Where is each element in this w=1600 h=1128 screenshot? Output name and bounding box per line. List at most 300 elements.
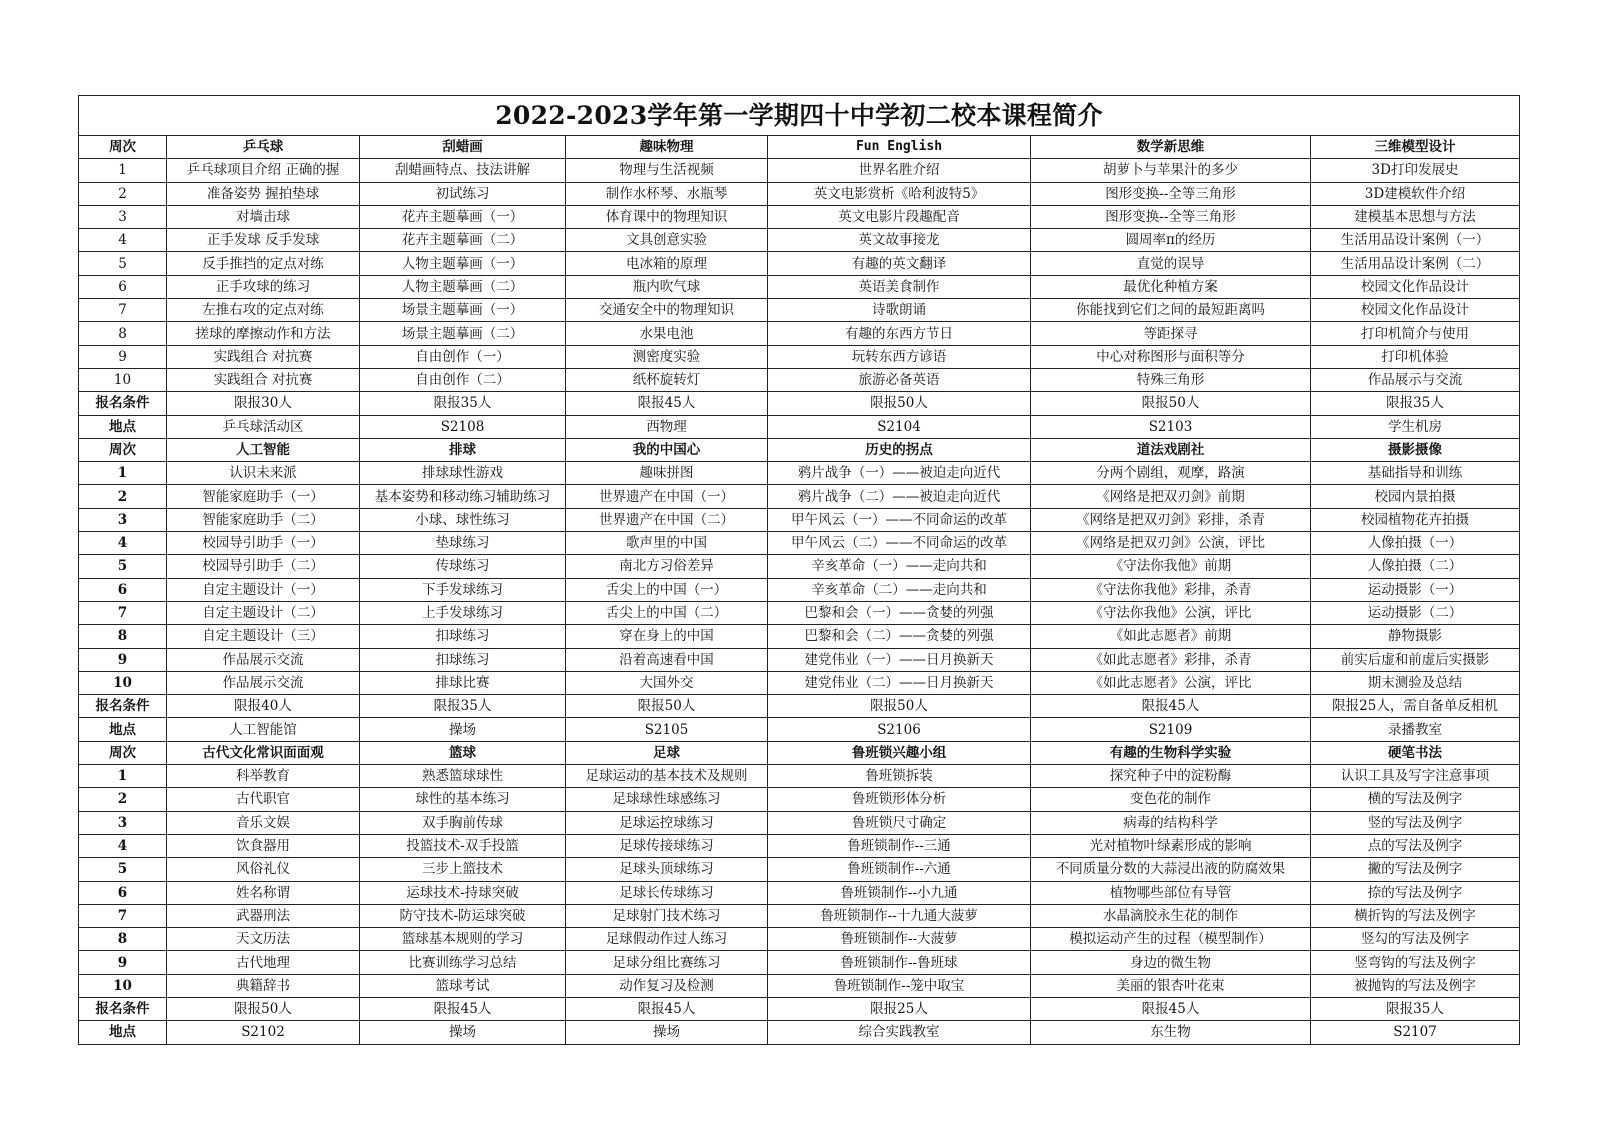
table-row bbox=[79, 368, 1520, 391]
week-number: 3 bbox=[79, 811, 167, 834]
lesson-topic-cell: 足球假动作过人练习 bbox=[566, 928, 768, 951]
course-name-header: 篮球 bbox=[360, 741, 566, 764]
lesson-topic-cell: 旅游必备英语 bbox=[768, 368, 1031, 391]
table-row bbox=[79, 252, 1520, 275]
lesson-topic-cell: 鲁班锁尺寸确定 bbox=[768, 811, 1031, 834]
lesson-topic-cell: 身边的微生物 bbox=[1031, 951, 1311, 974]
course-name-header: 足球 bbox=[566, 741, 768, 764]
lesson-topic-cell: 正手攻球的练习 bbox=[167, 275, 360, 298]
lesson-topic-cell: 《网络是把双刃剑》前期 bbox=[1031, 485, 1311, 508]
lesson-topic-cell: 分两个剧组，观摩，路演 bbox=[1031, 462, 1311, 485]
signup-row bbox=[79, 392, 1520, 415]
lesson-topic-cell: 探究种子中的淀粉酶 bbox=[1031, 765, 1311, 788]
lesson-topic-cell: 校园植物花卉拍摄 bbox=[1311, 508, 1520, 531]
course-name-header: 人工智能 bbox=[167, 438, 360, 461]
lesson-topic-cell: 静物摄影 bbox=[1311, 625, 1520, 648]
signup-limit-cell: 限报45人 bbox=[566, 997, 768, 1020]
location-cell: 操场 bbox=[566, 1021, 768, 1044]
signup-limit-cell: 限报50人 bbox=[566, 695, 768, 718]
course-name-header: 有趣的生物科学实验 bbox=[1031, 741, 1311, 764]
course-name-header: 硬笔书法 bbox=[1311, 741, 1520, 764]
lesson-topic-cell: 有趣的英文翻译 bbox=[768, 252, 1031, 275]
lesson-topic-cell: 交通安全中的物理知识 bbox=[566, 299, 768, 322]
lesson-topic-cell: 天文历法 bbox=[167, 928, 360, 951]
lesson-topic-cell: 熟悉篮球球性 bbox=[360, 765, 566, 788]
lesson-topic-cell: 南北方习俗差异 bbox=[566, 555, 768, 578]
location-cell: 人工智能馆 bbox=[167, 718, 360, 741]
lesson-topic-cell: 三步上篮技术 bbox=[360, 858, 566, 881]
week-number: 7 bbox=[79, 601, 167, 624]
lesson-topic-cell: 典籍辞书 bbox=[167, 974, 360, 997]
lesson-topic-cell: 智能家庭助手（一） bbox=[167, 485, 360, 508]
week-number: 4 bbox=[79, 229, 167, 252]
lesson-topic-cell: 水晶滴胶永生花的制作 bbox=[1031, 904, 1311, 927]
location-label: 地点 bbox=[79, 415, 167, 438]
lesson-topic-cell: 《守法你我他》彩排，杀青 bbox=[1031, 578, 1311, 601]
lesson-topic-cell: 世界遗产在中国（二） bbox=[566, 508, 768, 531]
lesson-topic-cell: 穿在身上的中国 bbox=[566, 625, 768, 648]
lesson-topic-cell: 《如此志愿者》彩排，杀青 bbox=[1031, 648, 1311, 671]
location-cell: S2106 bbox=[768, 718, 1031, 741]
lesson-topic-cell: 自定主题设计（三） bbox=[167, 625, 360, 648]
table-row bbox=[79, 974, 1520, 997]
lesson-topic-cell: 《网络是把双刃剑》公演，评比 bbox=[1031, 532, 1311, 555]
table-row bbox=[79, 928, 1520, 951]
lesson-topic-cell: 甲午风云（一）——不同命运的改革 bbox=[768, 508, 1031, 531]
lesson-topic-cell: 不同质量分数的大蒜浸出液的防腐效果 bbox=[1031, 858, 1311, 881]
lesson-topic-cell: 鲁班锁拆装 bbox=[768, 765, 1031, 788]
lesson-topic-cell: 撇的写法及例字 bbox=[1311, 858, 1520, 881]
lesson-topic-cell: 英文故事接龙 bbox=[768, 229, 1031, 252]
lesson-topic-cell: 变色花的制作 bbox=[1031, 788, 1311, 811]
section-header-row bbox=[79, 741, 1520, 764]
table-row bbox=[79, 462, 1520, 485]
lesson-topic-cell: 饮食器用 bbox=[167, 834, 360, 857]
location-row bbox=[79, 415, 1520, 438]
week-number: 2 bbox=[79, 182, 167, 205]
lesson-topic-cell: 自由创作（二） bbox=[360, 368, 566, 391]
location-cell: S2108 bbox=[360, 415, 566, 438]
lesson-topic-cell: 世界名胜介绍 bbox=[768, 159, 1031, 182]
location-cell: 操场 bbox=[360, 1021, 566, 1044]
signup-limit-cell: 限报35人 bbox=[1311, 392, 1520, 415]
lesson-topic-cell: 认识工具及写字注意事项 bbox=[1311, 765, 1520, 788]
table-row bbox=[79, 765, 1520, 788]
week-number: 1 bbox=[79, 765, 167, 788]
lesson-topic-cell: 趣味拼图 bbox=[566, 462, 768, 485]
location-row bbox=[79, 1021, 1520, 1044]
lesson-topic-cell: 基础指导和训练 bbox=[1311, 462, 1520, 485]
week-number: 1 bbox=[79, 462, 167, 485]
signup-limit-cell: 限报30人 bbox=[167, 392, 360, 415]
lesson-topic-cell: 校园文化作品设计 bbox=[1311, 299, 1520, 322]
signup-label: 报名条件 bbox=[79, 392, 167, 415]
lesson-topic-cell: 足球球性球感练习 bbox=[566, 788, 768, 811]
lesson-topic-cell: 横的写法及例字 bbox=[1311, 788, 1520, 811]
lesson-topic-cell: 人物主题摹画（二） bbox=[360, 275, 566, 298]
lesson-topic-cell: 竖的写法及例字 bbox=[1311, 811, 1520, 834]
table-row bbox=[79, 578, 1520, 601]
location-cell: S2107 bbox=[1311, 1021, 1520, 1044]
lesson-topic-cell: 世界遗产在中国（一） bbox=[566, 485, 768, 508]
lesson-topic-cell: 实践组合 对抗赛 bbox=[167, 345, 360, 368]
table-row bbox=[79, 485, 1520, 508]
week-column-header: 周次 bbox=[79, 438, 167, 461]
lesson-topic-cell: 篮球考试 bbox=[360, 974, 566, 997]
lesson-topic-cell: 鲁班锁制作--六通 bbox=[768, 858, 1031, 881]
lesson-topic-cell: 等距探寻 bbox=[1031, 322, 1311, 345]
lesson-topic-cell: 生活用品设计案例（二） bbox=[1311, 252, 1520, 275]
lesson-topic-cell: 巴黎和会（一）——贪婪的列强 bbox=[768, 601, 1031, 624]
lesson-topic-cell: 足球头顶球练习 bbox=[566, 858, 768, 881]
week-number: 2 bbox=[79, 788, 167, 811]
table-row bbox=[79, 205, 1520, 228]
lesson-topic-cell: 刮蜡画特点、技法讲解 bbox=[360, 159, 566, 182]
table-row bbox=[79, 182, 1520, 205]
lesson-topic-cell: 作品展示与交流 bbox=[1311, 368, 1520, 391]
lesson-topic-cell: 《守法你我他》前期 bbox=[1031, 555, 1311, 578]
lesson-topic-cell: 舌尖上的中国（二） bbox=[566, 601, 768, 624]
lesson-topic-cell: 《网络是把双刃剑》彩排，杀青 bbox=[1031, 508, 1311, 531]
course-name-header: 数学新思维 bbox=[1031, 136, 1311, 159]
signup-limit-cell: 限报45人 bbox=[1031, 695, 1311, 718]
lesson-topic-cell: 甲午风云（二）——不同命运的改革 bbox=[768, 532, 1031, 555]
lesson-topic-cell: 横折钩的写法及例字 bbox=[1311, 904, 1520, 927]
lesson-topic-cell: 3D打印发展史 bbox=[1311, 159, 1520, 182]
lesson-topic-cell: 风俗礼仪 bbox=[167, 858, 360, 881]
table-row bbox=[79, 951, 1520, 974]
lesson-topic-cell: 排球比赛 bbox=[360, 671, 566, 694]
lesson-topic-cell: 场景主题摹画（二） bbox=[360, 322, 566, 345]
lesson-topic-cell: 鲁班锁制作--大菠萝 bbox=[768, 928, 1031, 951]
signup-limit-cell: 限报50人 bbox=[768, 392, 1031, 415]
lesson-topic-cell: 基本姿势和移动练习辅助练习 bbox=[360, 485, 566, 508]
signup-label: 报名条件 bbox=[79, 695, 167, 718]
week-number: 10 bbox=[79, 974, 167, 997]
table-row bbox=[79, 648, 1520, 671]
signup-limit-cell: 限报50人 bbox=[1031, 392, 1311, 415]
lesson-topic-cell: 运球技术-持球突破 bbox=[360, 881, 566, 904]
lesson-topic-cell: 智能家庭助手（二） bbox=[167, 508, 360, 531]
lesson-topic-cell: 防守技术-防运球突破 bbox=[360, 904, 566, 927]
title-row bbox=[79, 96, 1520, 136]
lesson-topic-cell: 期末测验及总结 bbox=[1311, 671, 1520, 694]
lesson-topic-cell: 鲁班锁制作--鲁班球 bbox=[768, 951, 1031, 974]
lesson-topic-cell: 校园导引助手（二） bbox=[167, 555, 360, 578]
lesson-topic-cell: 大国外交 bbox=[566, 671, 768, 694]
lesson-topic-cell: 实践组合 对抗赛 bbox=[167, 368, 360, 391]
table-row bbox=[79, 671, 1520, 694]
lesson-topic-cell: 场景主题摹画（一） bbox=[360, 299, 566, 322]
signup-limit-cell: 限报45人 bbox=[1031, 997, 1311, 1020]
lesson-topic-cell: 体育课中的物理知识 bbox=[566, 205, 768, 228]
location-cell: 综合实践教室 bbox=[768, 1021, 1031, 1044]
lesson-topic-cell: 初试练习 bbox=[360, 182, 566, 205]
lesson-topic-cell: 光对植物叶绿素形成的影响 bbox=[1031, 834, 1311, 857]
lesson-topic-cell: 足球长传球练习 bbox=[566, 881, 768, 904]
signup-row bbox=[79, 997, 1520, 1020]
course-name-header: 三维模型设计 bbox=[1311, 136, 1520, 159]
table-row bbox=[79, 299, 1520, 322]
lesson-topic-cell: 建党伟业（二）——日月换新天 bbox=[768, 671, 1031, 694]
table-row bbox=[79, 345, 1520, 368]
course-name-header: 刮蜡画 bbox=[360, 136, 566, 159]
table-row bbox=[79, 904, 1520, 927]
lesson-topic-cell: 建党伟业（一）——日月换新天 bbox=[768, 648, 1031, 671]
lesson-topic-cell: 足球运动的基本技术及规则 bbox=[566, 765, 768, 788]
week-number: 5 bbox=[79, 252, 167, 275]
signup-limit-cell: 限报50人 bbox=[768, 695, 1031, 718]
lesson-topic-cell: 正手发球 反手发球 bbox=[167, 229, 360, 252]
week-number: 9 bbox=[79, 345, 167, 368]
lesson-topic-cell: 巴黎和会（二）——贪婪的列强 bbox=[768, 625, 1031, 648]
signup-limit-cell: 限报35人 bbox=[1311, 997, 1520, 1020]
lesson-topic-cell: 左推右攻的定点对练 bbox=[167, 299, 360, 322]
lesson-topic-cell: 物理与生活视频 bbox=[566, 159, 768, 182]
lesson-topic-cell: 模拟运动产生的过程（模型制作） bbox=[1031, 928, 1311, 951]
lesson-topic-cell: 垫球练习 bbox=[360, 532, 566, 555]
lesson-topic-cell: 被抛钩的写法及例字 bbox=[1311, 974, 1520, 997]
lesson-topic-cell: 音乐文娱 bbox=[167, 811, 360, 834]
lesson-topic-cell: 有趣的东西方节日 bbox=[768, 322, 1031, 345]
week-number: 1 bbox=[79, 159, 167, 182]
course-name-header: 乒乓球 bbox=[167, 136, 360, 159]
signup-limit-cell: 限报40人 bbox=[167, 695, 360, 718]
lesson-topic-cell: 玩转东西方谚语 bbox=[768, 345, 1031, 368]
signup-limit-cell: 限报35人 bbox=[360, 392, 566, 415]
lesson-topic-cell: 双手胸前传球 bbox=[360, 811, 566, 834]
lesson-topic-cell: 诗歌朗诵 bbox=[768, 299, 1031, 322]
lesson-topic-cell: 足球分组比赛练习 bbox=[566, 951, 768, 974]
week-number: 3 bbox=[79, 205, 167, 228]
lesson-topic-cell: 胡萝卜与苹果汁的多少 bbox=[1031, 159, 1311, 182]
lesson-topic-cell: 自定主题设计（二） bbox=[167, 601, 360, 624]
lesson-topic-cell: 人物主题摹画（一） bbox=[360, 252, 566, 275]
week-number: 6 bbox=[79, 578, 167, 601]
lesson-topic-cell: 直觉的误导 bbox=[1031, 252, 1311, 275]
week-number: 4 bbox=[79, 532, 167, 555]
lesson-topic-cell: 点的写法及例字 bbox=[1311, 834, 1520, 857]
lesson-topic-cell: 鲁班锁形体分析 bbox=[768, 788, 1031, 811]
lesson-topic-cell: 辛亥革命（二）——走向共和 bbox=[768, 578, 1031, 601]
lesson-topic-cell: 古代地理 bbox=[167, 951, 360, 974]
lesson-topic-cell: 鲁班锁制作--小九通 bbox=[768, 881, 1031, 904]
table-row bbox=[79, 275, 1520, 298]
lesson-topic-cell: 花卉主题摹画（二） bbox=[360, 229, 566, 252]
lesson-topic-cell: 古代职官 bbox=[167, 788, 360, 811]
lesson-topic-cell: 运动摄影（一） bbox=[1311, 578, 1520, 601]
lesson-topic-cell: 你能找到它们之间的最短距离吗 bbox=[1031, 299, 1311, 322]
lesson-topic-cell: 英文电影赏析《哈利波特5》 bbox=[768, 182, 1031, 205]
lesson-topic-cell: 沿着高速看中国 bbox=[566, 648, 768, 671]
location-cell: 东生物 bbox=[1031, 1021, 1311, 1044]
course-name-header: 摄影摄像 bbox=[1311, 438, 1520, 461]
location-cell: S2105 bbox=[566, 718, 768, 741]
lesson-topic-cell: 校园内景拍摄 bbox=[1311, 485, 1520, 508]
location-label: 地点 bbox=[79, 1021, 167, 1044]
lesson-topic-cell: 人像拍摄（一） bbox=[1311, 532, 1520, 555]
week-number: 10 bbox=[79, 368, 167, 391]
week-number: 2 bbox=[79, 485, 167, 508]
lesson-topic-cell: 竖弯钩的写法及例字 bbox=[1311, 951, 1520, 974]
lesson-topic-cell: 测密度实验 bbox=[566, 345, 768, 368]
location-cell: 学生机房 bbox=[1311, 415, 1520, 438]
lesson-topic-cell: 扣球练习 bbox=[360, 648, 566, 671]
lesson-topic-cell: 辛亥革命（一）——走向共和 bbox=[768, 555, 1031, 578]
table-row bbox=[79, 322, 1520, 345]
signup-limit-cell: 限报35人 bbox=[360, 695, 566, 718]
lesson-topic-cell: 小球、球性练习 bbox=[360, 508, 566, 531]
signup-limit-cell: 限报50人 bbox=[167, 997, 360, 1020]
location-label: 地点 bbox=[79, 718, 167, 741]
lesson-topic-cell: 认识未来派 bbox=[167, 462, 360, 485]
lesson-topic-cell: 下手发球练习 bbox=[360, 578, 566, 601]
lesson-topic-cell: 足球射门技术练习 bbox=[566, 904, 768, 927]
lesson-topic-cell: 前实后虚和前虚后实摄影 bbox=[1311, 648, 1520, 671]
lesson-topic-cell: 图形变换--全等三角形 bbox=[1031, 182, 1311, 205]
lesson-topic-cell: 特殊三角形 bbox=[1031, 368, 1311, 391]
signup-limit-cell: 限报45人 bbox=[360, 997, 566, 1020]
lesson-topic-cell: 文具创意实验 bbox=[566, 229, 768, 252]
lesson-topic-cell: 扣球练习 bbox=[360, 625, 566, 648]
lesson-topic-cell: 生活用品设计案例（一） bbox=[1311, 229, 1520, 252]
week-number: 9 bbox=[79, 648, 167, 671]
lesson-topic-cell: 捺的写法及例字 bbox=[1311, 881, 1520, 904]
course-name-header: Fun English bbox=[768, 136, 1031, 159]
lesson-topic-cell: 鲁班锁制作--三通 bbox=[768, 834, 1031, 857]
lesson-topic-cell: 对墙击球 bbox=[167, 205, 360, 228]
lesson-topic-cell: 打印机体验 bbox=[1311, 345, 1520, 368]
lesson-topic-cell: 纸杯旋转灯 bbox=[566, 368, 768, 391]
lesson-topic-cell: 比赛训练学习总结 bbox=[360, 951, 566, 974]
lesson-topic-cell: 3D建模软件介绍 bbox=[1311, 182, 1520, 205]
signup-label: 报名条件 bbox=[79, 997, 167, 1020]
course-name-header: 排球 bbox=[360, 438, 566, 461]
lesson-topic-cell: 排球球性游戏 bbox=[360, 462, 566, 485]
lesson-topic-cell: 瓶内吹气球 bbox=[566, 275, 768, 298]
table-row bbox=[79, 159, 1520, 182]
lesson-topic-cell: 乒乓球项目介绍 正确的握 bbox=[167, 159, 360, 182]
week-number: 4 bbox=[79, 834, 167, 857]
lesson-topic-cell: 制作水杯琴、水瓶琴 bbox=[566, 182, 768, 205]
lesson-topic-cell: 《如此志愿者》公演，评比 bbox=[1031, 671, 1311, 694]
course-name-header: 历史的拐点 bbox=[768, 438, 1031, 461]
lesson-topic-cell: 运动摄影（二） bbox=[1311, 601, 1520, 624]
lesson-topic-cell: 《如此志愿者》前期 bbox=[1031, 625, 1311, 648]
location-cell: S2104 bbox=[768, 415, 1031, 438]
lesson-topic-cell: 打印机简介与使用 bbox=[1311, 322, 1520, 345]
table-row bbox=[79, 881, 1520, 904]
lesson-topic-cell: 篮球基本规则的学习 bbox=[360, 928, 566, 951]
table-row bbox=[79, 811, 1520, 834]
location-cell: S2103 bbox=[1031, 415, 1311, 438]
location-cell: 乒乓球活动区 bbox=[167, 415, 360, 438]
week-number: 6 bbox=[79, 881, 167, 904]
week-number: 6 bbox=[79, 275, 167, 298]
week-number: 3 bbox=[79, 508, 167, 531]
table-row bbox=[79, 229, 1520, 252]
lesson-topic-cell: 作品展示交流 bbox=[167, 648, 360, 671]
lesson-topic-cell: 足球传接球练习 bbox=[566, 834, 768, 857]
course-name-header: 我的中国心 bbox=[566, 438, 768, 461]
lesson-topic-cell: 美丽的银杏叶花束 bbox=[1031, 974, 1311, 997]
table-row bbox=[79, 625, 1520, 648]
lesson-topic-cell: 准备姿势 握拍垫球 bbox=[167, 182, 360, 205]
lesson-topic-cell: 图形变换--全等三角形 bbox=[1031, 205, 1311, 228]
lesson-topic-cell: 科举教育 bbox=[167, 765, 360, 788]
table-row bbox=[79, 555, 1520, 578]
lesson-topic-cell: 人像拍摄（二） bbox=[1311, 555, 1520, 578]
lesson-topic-cell: 搓球的摩擦动作和方法 bbox=[167, 322, 360, 345]
lesson-topic-cell: 鲁班锁制作--十九通大菠萝 bbox=[768, 904, 1031, 927]
week-number: 7 bbox=[79, 904, 167, 927]
section-header-row bbox=[79, 438, 1520, 461]
location-cell: 录播教室 bbox=[1311, 718, 1520, 741]
table-row bbox=[79, 532, 1520, 555]
course-name-header: 古代文化常识面面观 bbox=[167, 741, 360, 764]
week-number: 9 bbox=[79, 951, 167, 974]
location-cell: S2102 bbox=[167, 1021, 360, 1044]
page-title: 2022-2023学年第一学期四十中学初二校本课程简介 bbox=[79, 96, 1520, 136]
table-body bbox=[79, 96, 1520, 1045]
lesson-topic-cell: 英文电影片段趣配音 bbox=[768, 205, 1031, 228]
week-number: 5 bbox=[79, 555, 167, 578]
lesson-topic-cell: 自定主题设计（一） bbox=[167, 578, 360, 601]
signup-row bbox=[79, 695, 1520, 718]
table-row bbox=[79, 858, 1520, 881]
week-number: 8 bbox=[79, 625, 167, 648]
lesson-topic-cell: 投篮技术-双手投篮 bbox=[360, 834, 566, 857]
table-row bbox=[79, 601, 1520, 624]
lesson-topic-cell: 自由创作（一） bbox=[360, 345, 566, 368]
week-column-header: 周次 bbox=[79, 136, 167, 159]
lesson-topic-cell: 最优化种植方案 bbox=[1031, 275, 1311, 298]
course-name-header: 趣味物理 bbox=[566, 136, 768, 159]
lesson-topic-cell: 鲁班锁制作--笼中取宝 bbox=[768, 974, 1031, 997]
lesson-topic-cell: 《守法你我他》公演，评比 bbox=[1031, 601, 1311, 624]
table-row bbox=[79, 834, 1520, 857]
course-schedule-table bbox=[78, 95, 1520, 1045]
lesson-topic-cell: 作品展示交流 bbox=[167, 671, 360, 694]
lesson-topic-cell: 传球练习 bbox=[360, 555, 566, 578]
course-name-header: 鲁班锁兴趣小组 bbox=[768, 741, 1031, 764]
lesson-topic-cell: 竖勾的写法及例字 bbox=[1311, 928, 1520, 951]
lesson-topic-cell: 足球运控球练习 bbox=[566, 811, 768, 834]
lesson-topic-cell: 圆周率π的经历 bbox=[1031, 229, 1311, 252]
signup-limit-cell: 限报25人 bbox=[768, 997, 1031, 1020]
lesson-topic-cell: 建模基本思想与方法 bbox=[1311, 205, 1520, 228]
week-number: 5 bbox=[79, 858, 167, 881]
lesson-topic-cell: 上手发球练习 bbox=[360, 601, 566, 624]
course-name-header: 道法戏剧社 bbox=[1031, 438, 1311, 461]
week-number: 8 bbox=[79, 322, 167, 345]
lesson-topic-cell: 花卉主题摹画（一） bbox=[360, 205, 566, 228]
location-row bbox=[79, 718, 1520, 741]
location-cell: S2109 bbox=[1031, 718, 1311, 741]
lesson-topic-cell: 鸦片战争（二）——被迫走向近代 bbox=[768, 485, 1031, 508]
lesson-topic-cell: 鸦片战争（一）——被迫走向近代 bbox=[768, 462, 1031, 485]
lesson-topic-cell: 病毒的结构科学 bbox=[1031, 811, 1311, 834]
lesson-topic-cell: 英语美食制作 bbox=[768, 275, 1031, 298]
lesson-topic-cell: 动作复习及检测 bbox=[566, 974, 768, 997]
lesson-topic-cell: 姓名称谓 bbox=[167, 881, 360, 904]
lesson-topic-cell: 中心对称图形与面积等分 bbox=[1031, 345, 1311, 368]
location-cell: 西物理 bbox=[566, 415, 768, 438]
lesson-topic-cell: 水果电池 bbox=[566, 322, 768, 345]
lesson-topic-cell: 校园导引助手（一） bbox=[167, 532, 360, 555]
week-number: 10 bbox=[79, 671, 167, 694]
lesson-topic-cell: 校园文化作品设计 bbox=[1311, 275, 1520, 298]
